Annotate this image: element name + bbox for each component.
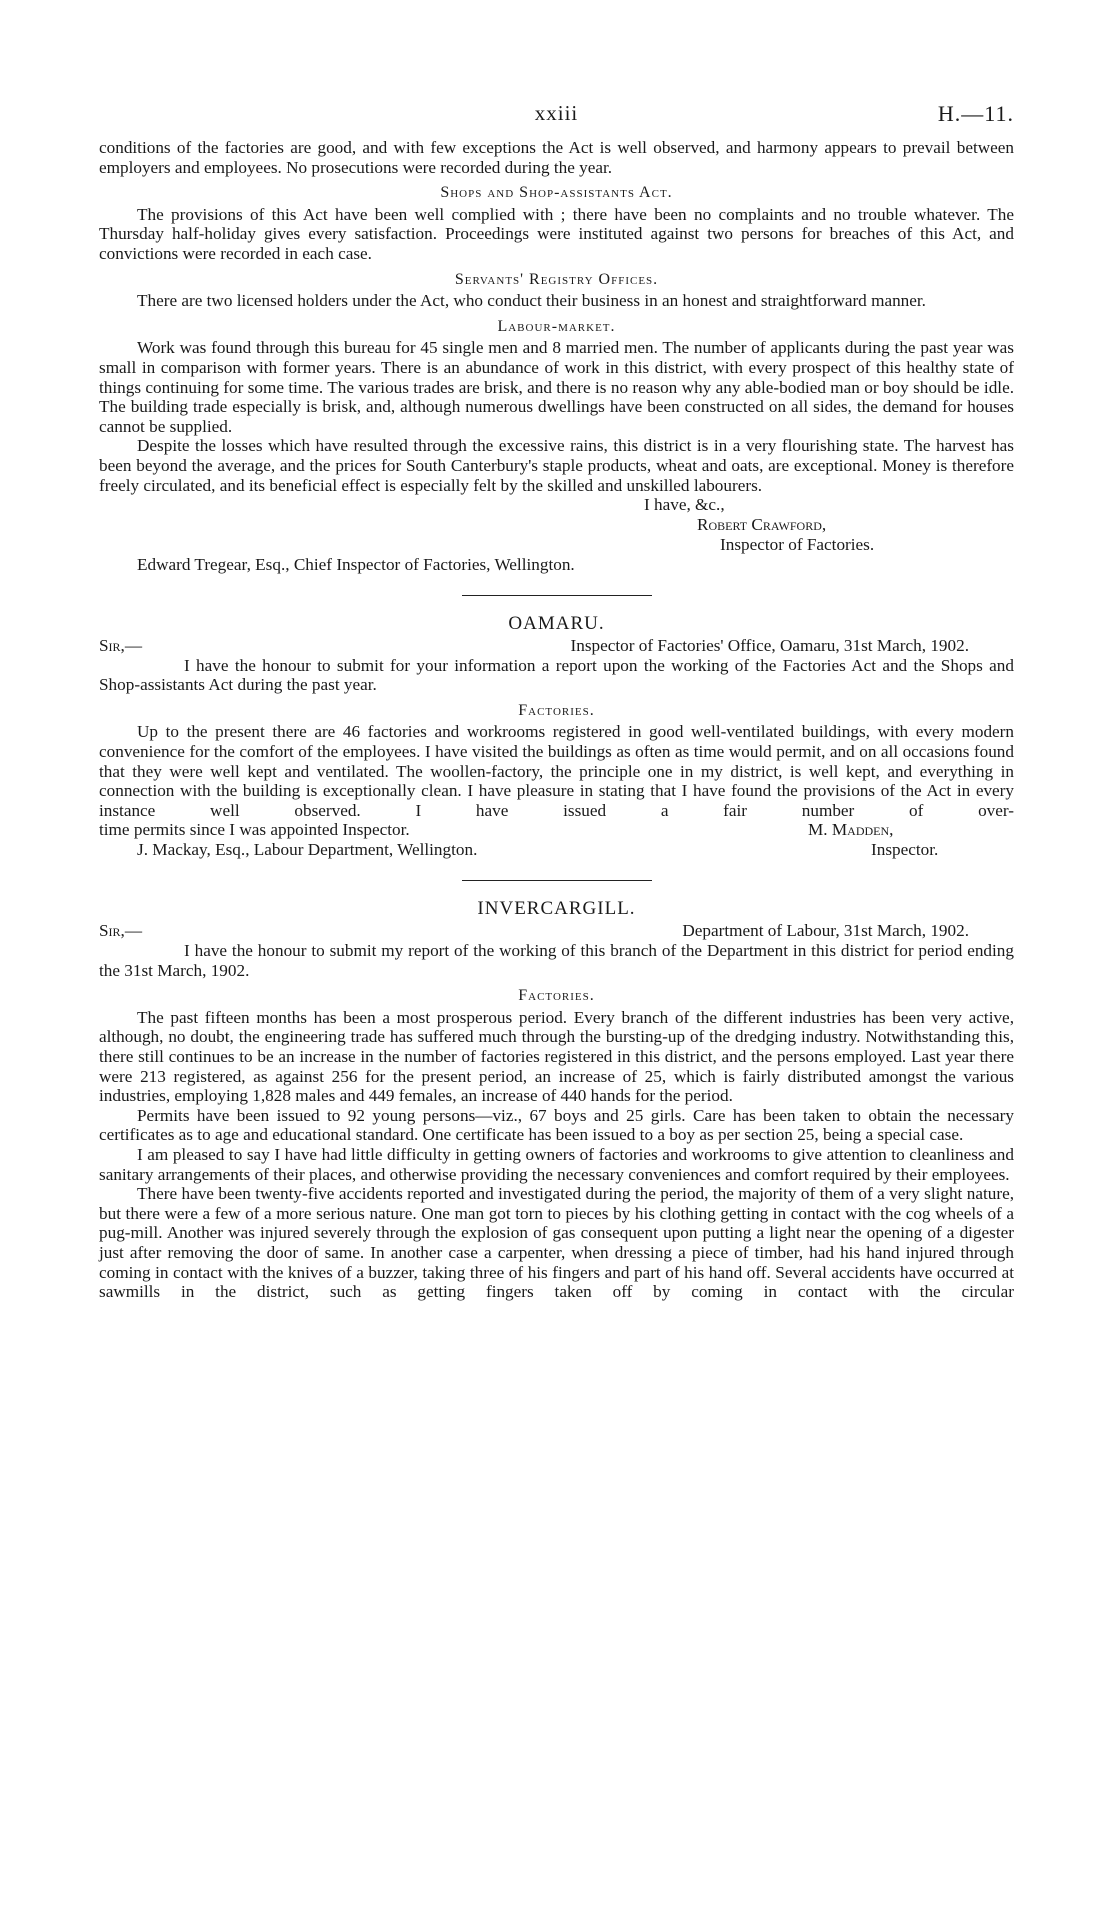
addressee: J. Mackay, Esq., Labour Department, Wellington. [137,840,478,860]
signer-name: Robert Crawford, [697,515,827,535]
section-heading: Servants' Registry Offices. [454,270,659,288]
salutation: Sir,— [99,635,143,655]
document-reference: H.—11. [937,101,1014,126]
closing: I have, &c., [644,495,725,515]
paragraph: The provisions of this Act have been well complied with ; there have been no complaints and no trouble whatever. The Thursday half-holiday gives every satisfaction. Proceedings were instituted against two persons for breaches of this Act, and convictions were recorded in each case. [99,204,1014,263]
signer-title: Inspector of Factories. [720,535,875,555]
signature-line [99,515,1014,535]
addressee-line [99,555,1014,575]
paragraph: Despite the losses which have resulted through the excessive rains, this district is in a very flourishing state. The harvest has been beyond the average, and the prices for South Canterbury's staple products, wheat and oats, are exceptional. Money is therefore freely circulated, and its beneficial effect is especially felt by the skilled and unskilled labourers. [99,436,1014,495]
signature-title-line [99,535,1014,555]
section-heading: Labour-market. [497,317,616,335]
paragraph: Permits have been issued to 92 young persons—viz., 67 boys and 25 girls. Care has been taken to obtain the necessary certificates as to age and educational standard. One certificate has been issued to a boy as per section 25, being a special case. [99,1105,1014,1145]
section-title-invercargill: INVERCARGILL. [477,898,636,920]
paragraph: I am pleased to say I have had little difficulty in getting owners of factories and workrooms to give attention to cleanliness and sanitary arrangements of their places, and otherwise providing the necessary conveniences and comfort required by their employees. [99,1144,1014,1184]
section-title-oamaru: OAMARU. [508,613,605,635]
section-heading: Factories. [518,987,595,1005]
paragraph: There have been twenty-five accidents reported and investigated during the period, the majority of them of a very slight nature, but there were a few of a more serious nature. One man got torn to pieces by his clothing getting in contact with the cog wheels of a pug-mill. Another was injured severely through the explosion of gas consequent upon putting a light near the opening of a digester just after removing the door of same. In another case a carpenter, when dressing a piece of timber, had his hand injured through coming in contact with the knives of a buzzer, taking three of his fingers and part of his hand off. Several accidents have occurred at sawmills in the district, such as getting fingers taken off by coming in contact with the circular [99,1184,1014,1302]
paragraph: I have the honour to submit my report of the working of this branch of the Department in this district for period ending the 31st March, 1902. [99,941,1014,980]
signer-name: M. Madden, [808,820,894,840]
paragraph: conditions of the factories are good, and with few exceptions the Act is well observed, and harmony appears to prevail between employers and employees. No prosecutions were recorded during the year. [99,138,1014,177]
document-page [99,101,1014,1302]
page-header [99,101,1014,138]
section-divider [462,595,652,596]
section-divider [462,880,652,881]
salutation: Sir,— [99,921,143,941]
letter-address: Department of Labour, 31st March, 1902. [682,921,969,941]
letter-address: Inspector of Factories' Office, Oamaru, 31st March, 1902. [570,635,969,655]
paragraph: The past fifteen months has been a most prosperous period. Every branch of the different industries has been very active, although, no doubt, the engineering trade has suffered much through the bursting-up of the dredging industry. Notwithstanding this, there still continues to be an increase in the number of factories registered in this district, and the persons employed. Last year there were 213 registered, as against 256 for the present period, an increase of 25, which is fairly distributed amongst the various industries, employing 1,828 males and 449 females, an increase of 440 hands for the period. [99,1007,1014,1106]
paragraph: Up to the present there are 46 factories and workrooms registered in good well-ventilated buildings, with every modern convenience for the comfort of the employees. I have visited the buildings as often as time would permit, and on all occasions found that they were well kept and ventilated. The woollen-factory, the principle one in my district, is well kept, and everything in connection with the building is exceptionally clean. I have pleasure in stating that I have found the provisions of the Act in every instance well observed. I have issued a fair number of over- [99,722,1014,820]
closing-line [99,495,1014,515]
section-heading: Factories. [518,701,595,719]
signature-line [99,820,1014,840]
salutation-line [99,921,1014,941]
salutation-line [99,636,1014,656]
section-heading: Shops and Shop-assistants Act. [440,184,673,202]
page-number: xxiii [534,101,579,125]
paragraph-end: time permits since I was appointed Inspector. [99,820,410,840]
paragraph: Work was found through this bureau for 45 single men and 8 married men. The number of applicants during the past year was small in comparison with former years. There is an abundance of work in this district, with every prospect of this healthy state of things continuing for some time. The various trades are brisk, and there is no reason why any able-bodied man or boy should be idle. The building trade especially is brisk, and, although numerous dwellings have been constructed on all sides, the demand for houses cannot be supplied. [99,338,1014,436]
addressee-line [99,840,1014,860]
paragraph: I have the honour to submit for your information a report upon the working of the Factories Act and the Shops and Shop-assistants Act during the past year. [99,655,1014,695]
addressee: Edward Tregear, Esq., Chief Inspector of Factories, Wellington. [137,555,575,575]
paragraph: There are two licensed holders under the Act, who conduct their business in an honest and straightforward manner. [137,291,926,311]
signer-title: Inspector. [871,840,939,860]
